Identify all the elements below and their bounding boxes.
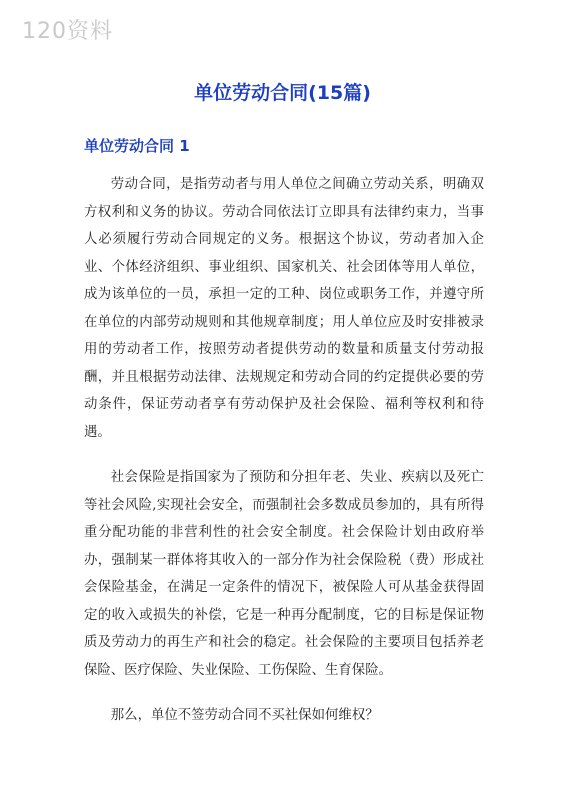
paragraph-3: 那么，单位不签劳动合同不买社保如何维权？ <box>110 708 379 723</box>
watermark: 120资料 <box>22 19 113 44</box>
paragraph-1: 劳动合同，是指劳动者与用人单位之间确立劳动关系，明确双方权利和义务的协议。劳动合同依法订立即具有法律约束力，当事人必须履行劳动合同规定的义务。根据这个协议，劳动者加入企业、个体经济组织、事业组织、国家机关、社会团体等用人单位，成为该单位的一员，承担一定的工种、岗位或职务工作，并遵守所在单位的内部劳动规则和其他规章制度；用人单位应及时安排被录用的劳动者工作，按照劳动者提供劳动的数量和质量支付劳动报酬，并且根据劳动法律、法规规定和劳动合同的约定提供必要的劳动条件，保证劳动者享有劳动保护及社会保险、福利等权利和待遇。 <box>84 177 484 440</box>
document-body <box>84 171 484 748</box>
document-title: 单位劳动合同(15篇) <box>194 82 371 104</box>
section-heading: 单位劳动合同 1 <box>84 137 190 155</box>
paragraph-2: 社会保险是指国家为了预防和分担年老、失业、疾病以及死亡等社会风险,实现社会安全，而强制社会多数成员参加的，具有所得重分配功能的非营利性的社会安全制度。社会保险计划由政府举办，强制某一群体将其收入的一部分作为社会保险税（费）形成社会保险基金，在满足一定条件的情况下，被保险人可从基金获得固定的收入或损失的补偿，它是一种再分配制度，它的目标是保证物质及劳动力的再生产和社会的稳定。社会保险的主要项目包括养老保险、医疗保险、失业保险、工伤保险、生育保险。 <box>84 470 484 678</box>
